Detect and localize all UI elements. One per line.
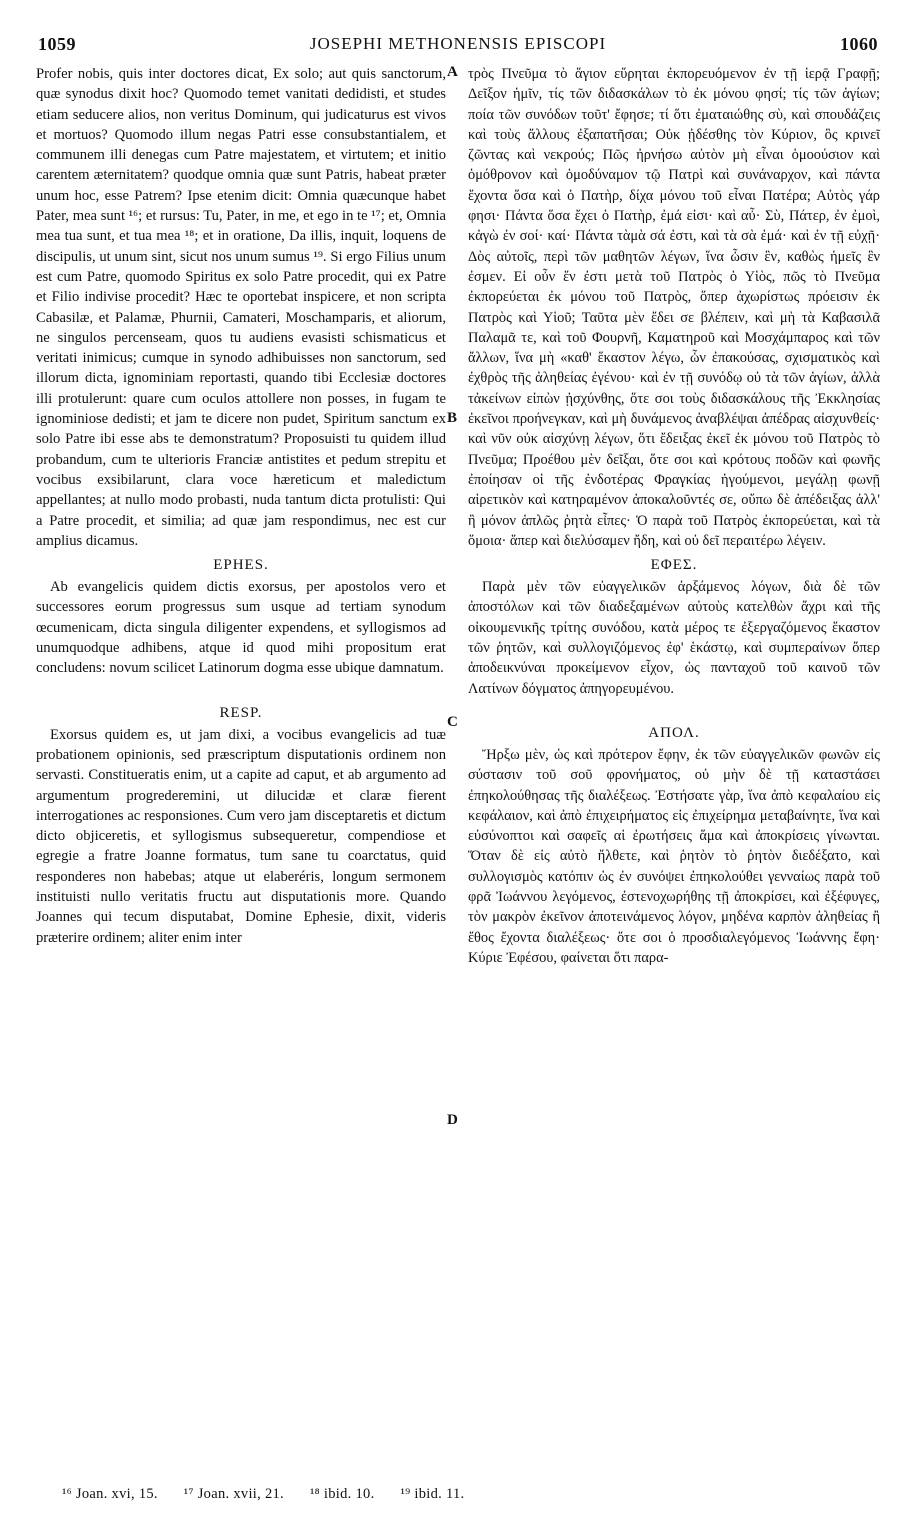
footnote-19: ¹⁹ ibid. 11. bbox=[400, 1486, 465, 1502]
footnotes bbox=[62, 1486, 486, 1503]
footnote-16: ¹⁶ Joan. xvi, 15. bbox=[62, 1486, 158, 1502]
greek-paragraph-2: Παρὰ μὲν τῶν εὐαγγελικῶν ἀρξάμενος λόγων, διὰ δὲ τῶν ἀποστόλων καὶ τῶν διαδεξαμένων αὐτοὺς κατελθὼν ἄχρι καὶ τῆς οἰκουμενικῆς τρίτης συνόδου, κατὰ μέρος τε ἐξεργαζόμενος ἕκαστον τῶν ῥητῶν, καὶ συλλογιζόμενος ἐφ' ἑκάστῳ, καὶ συμπεραίνων ὅπερ ἀποδεικνύναι προκείμενον εἶχον, ὡς πανταχοῦ τοῦ καινοῦ τῶν Λατίνων δόγματος ἀπηγορευμένου. bbox=[468, 579, 880, 697]
latin-ephes-heading: EPHES. bbox=[213, 557, 269, 574]
footnote-18: ¹⁸ ibid. 10. bbox=[309, 1486, 375, 1502]
latin-paragraph-3: Exorsus quidem es, ut jam dixi, a vocibus evangelicis ad tuæ probationem opinionis, sed præscriptum disputationis ordinem non servasti. Constitueratis enim, ut a capite ad caput, et ab argumento ad argumentum progrederemini, ut dilucidæ et claræ fierent interrogationes ac responsiones. Cum vero jam disceptaretis et dictum dicto objiceretis, et syllogismus subsequeretur, compendiose et egregie a fratre Joanne formatus, tum sane tu coarctatus, quid responderes non habebas; atque ut elaberéris, longum sermonem instituisti nullo veritatis fructu aut disputationis more. Quando Joannes qui tecum disputabat, Domine Ephesie, dixit, videris præterire ordinem; aliter enim inter bbox=[36, 726, 446, 946]
page-number-right: 1060 bbox=[840, 34, 878, 54]
running-title: JOSEPHI METHONENSIS EPISCOPI bbox=[309, 34, 607, 53]
greek-apol-heading: ΑΠΟΛ. bbox=[648, 724, 700, 741]
greek-paragraph-3: Ἤρξω μὲν, ὡς καὶ πρότερον ἔφην, ἐκ τῶν εὐαγγελικῶν φωνῶν εἰς σύστασιν τοῦ σοῦ φρονήματος, οὐ μὴν δὲ τῇ καταστάσει ἐπηκολούθησας τῆς διαλέξεως. Ἐστήσατε γὰρ, ἵνα ἀπὸ κεφαλαίου εἰς κεφάλαιον, καὶ ἀπὸ ἐπιχειρήματος εἰς ἐπιχείρημα μεταβαίνητε, ἵνα καὶ εὐσύνοπτοι καὶ σαφεῖς αἱ ἐρωτήσεις ἅμα καὶ ἀποκρίσεις γίνωνται. Ὅταν δὲ εἰς αὐτὸ ἤλθετε, καὶ ῥητὸν τὸ ῥητὸν διεδέξατο, καὶ συλλογισμὸς κατόπιν ὡς ἐν συνόψει ἐπηκολούθει γενναίως παρὰ τοῦ φρᾶ Ἰωάννου λεγόμενος, ἐστενοχωρήθης τῇ ἀποκρίσει, καὶ ἐξέφυγες, τὸν μακρὸν ἐκεῖνον ἀποτεινάμενος λόγον, μηδένα καρπὸν ἀληθείας ἢ ἔθος ἔχοντα διαλέξεως· ὅτε σοι ὁ προσδιαλεγόμενος Ἰωάννης ἔφη· Κύριε Ἐφέσου, φαίνεται ὅτι παρα- bbox=[468, 746, 880, 966]
latin-paragraph-1: Profer nobis, quis inter doctores dicat, Ex solo; aut quis sanctorum, quæ synodus dixit hoc? Quomodo temet vanitati dedidisti, et studes etiam seducere alios, non veritus Dominum, qui judicaturus est vivos et mortuos? Quomodo illum negas Patri esse consubstantialem, et communem illi denegas cum Patre majestatem, et virtutem; et initio carentem æternitatem? quodque omnia quæ sunt Patris, habeat præter unum hoc, esse Patrem? Ipse etenim dicit: Omnia quæcunque habet Pater, mea sunt ¹⁶; et rursus: Tu, Pater, in me, et ego in te ¹⁷; et, Omnia mea tua sunt, et tua mea ¹⁸; et in oratione, Da illis, inquit, loquens de discipulis, ut unum sint, sicut nos unum sumus ¹⁹. Si ergo Filius unum est cum Patre, quomodo Spiritus ex solo Patre procedit, qui ex Patre et Filio indivise procedit? Hæc te oportebat inspicere, et non scripta Cabasilæ, et Palamæ, Phurnii, Camateri, Moschamparis, et aliorum, ne singulos percenseam, quos tu audiens evasisti schismaticus et veritati inimicus; cumque in synodo adhibuisses non sanctorum, sed illorum dicta, ignominiam reportasti, quando tibi Ecclesiæ doctores illi protulerunt: quare cum oculos attollere non posses, in fugam te ignominiose dedisti; et jam te dicere non pudet, Spiritum sanctum ex solo Patre ibi esse abs te demonstratum? Proposuisti tu quidem illud probandum, cum te ulterioris Franciæ antistites et pedum strepitu et vocibus exsibilarunt, clara voce hæreticum et maledictum appellantes; at nullo modo probasti, nuda tantum dicta protulisti: Qui a Patre procedit, et similia; ad quæ jam respondimus, nec est cur amplius dicamus. bbox=[36, 66, 446, 549]
greek-ephes-heading: ΕΦΕΣ. bbox=[650, 557, 698, 574]
greek-paragraph-1: τρὸς Πνεῦμα τὸ ἅγιον εὕρηται ἐκπορευόμενον ἐν τῇ ἱερᾷ Γραφῇ; Δεῖξον ἡμῖν, τίς τῶν διδασκάλων τὸ ἐκ μόνου φησί; τίς τῶν ἁγίων; ποία τῶν συνόδων τοῦτ' ἔφησε; τί ὅτι ἐματαιώθης σὺ, καὶ σπουδάζεις καὶ τοὺς ἄλλους ἐξαπατῆσαι; Οὐκ ᾐδέσθης τὸν Κύριον, ὃς κρινεῖ ζῶντας καὶ νεκρούς; Πῶς ἠρνήσω αὐτὸν μὴ εἶναι ὁμοούσιον καὶ ὁμόθρονον καὶ ὁμοδύναμον τῷ Πατρὶ καὶ συνάναρχον, καὶ πάντα ἔχοντα ὅσα καὶ ὁ Πατὴρ, δίχα μόνου τοῦ εἶναι Πατέρα; Αὐτὸς γάρ φησι· Πάντα ὅσα ἔχει ὁ Πατὴρ, ἐμά εἰσι· καὶ αὖ· Σὺ, Πάτερ, ἐν ἐμοὶ, κἀγὼ ἐν σοί· καί· Πάντα τὰμὰ σά ἐστι, καὶ τὰ σὰ ἐμά· καὶ ἐν τῇ εὐχῇ· Δὸς αὐτοῖς, περὶ τῶν μαθητῶν λέγων, ἵνα ὦσιν ἓν, καθὼς ἡμεῖς ἓν ἐσμεν. Εἰ οὖν ἕν ἐστι μετὰ τοῦ Πατρὸς ὁ Υἱὸς, πῶς τὸ Πνεῦμα ἐκπορεύεται ἐκ μόνου τοῦ Πατρὸς, ὅπερ ἀχωρίστως πρόεισιν ἐκ Πατρὸς καὶ Υἱοῦ; Ταῦτα μὲν ἔδει σε βλέπειν, καὶ μὴ τὰ Καβασιλᾶ Παλαμᾶ τε, καὶ τοῦ Φουρνῆ, Καματηροῦ καὶ Μοσχάμπαρος καὶ τῶν ἄλλων, ἵνα μὴ «καθ' ἕκαστον λέγω, ὧν ἐπακούσας, σχισματικὸς καὶ ἐχθρὸς τῆς ἀληθείας ἐγένου· καὶ ἐν τῇ συνόδῳ οὐ τὰ τῶν ἁγίων, ἀλλὰ τἀκείνων εἰπὼν ᾐσχύνθης, ὅτε σοι τοὺς διδασκάλους τῆς Ἐκκλησίας ἐκεῖνοι προήνεγκαν, καὶ μὴ δυνάμενος ἀναβλέψαι ἀπέδρας αἰσχυνθείς· καὶ νῦν οὐκ αἰσχύνῃ λέγων, ὅτι ἔδειξας ἐκεῖ ἐκ μόνου τοῦ Πατρὸς τὸ Πνεῦμα; Προέθου μὲν δεῖξαι, ὅτε σοι καὶ κρότους ποδῶν καὶ φωνῆς ἐποίησαν οἱ τῆς ἐνδοτέρας Φραγκίας ἡγούμενοι, μεγάλῃ φωνῇ αἱρετικὸν καὶ κατηραμένον ἀποκαλοῦντές σε, οὔπω δὲ ἀπέδειξας ἀλλ' ἢ μόνον ἁπλῶς ῥητὰ εἶπες· Ὁ παρὰ τοῦ Πατρὸς ἐκπορεύεται, καὶ τὰ ὅμοια· ἅπερ καὶ διελύσαμεν ἤδη, καὶ οὐ δεῖ περαιτέρω λέγειν. bbox=[468, 66, 880, 549]
page-number-left: 1059 bbox=[38, 34, 76, 54]
section-marker-c: C bbox=[447, 714, 458, 730]
latin-paragraph-2: Ab evangelicis quidem dictis exorsus, per apostolos vero et successores eorum progressus sum usque ad tertiam synodum œcumenicam, dicta singula diligenter expendens, et syllogismos ad unumquodque adhibens, atque id quod mihi propositum erat concludens: novum scilicet Latinorum dogma esse ubique damnatum. bbox=[36, 579, 446, 677]
latin-column bbox=[36, 64, 446, 948]
footnote-17: ¹⁷ Joan. xvii, 21. bbox=[183, 1486, 284, 1502]
page-header bbox=[38, 34, 878, 56]
section-marker-a: A bbox=[447, 64, 458, 80]
latin-resp-heading: RESP. bbox=[219, 704, 263, 721]
section-marker-d: D bbox=[447, 1112, 458, 1128]
greek-column bbox=[468, 64, 880, 968]
section-marker-b: B bbox=[447, 410, 458, 426]
